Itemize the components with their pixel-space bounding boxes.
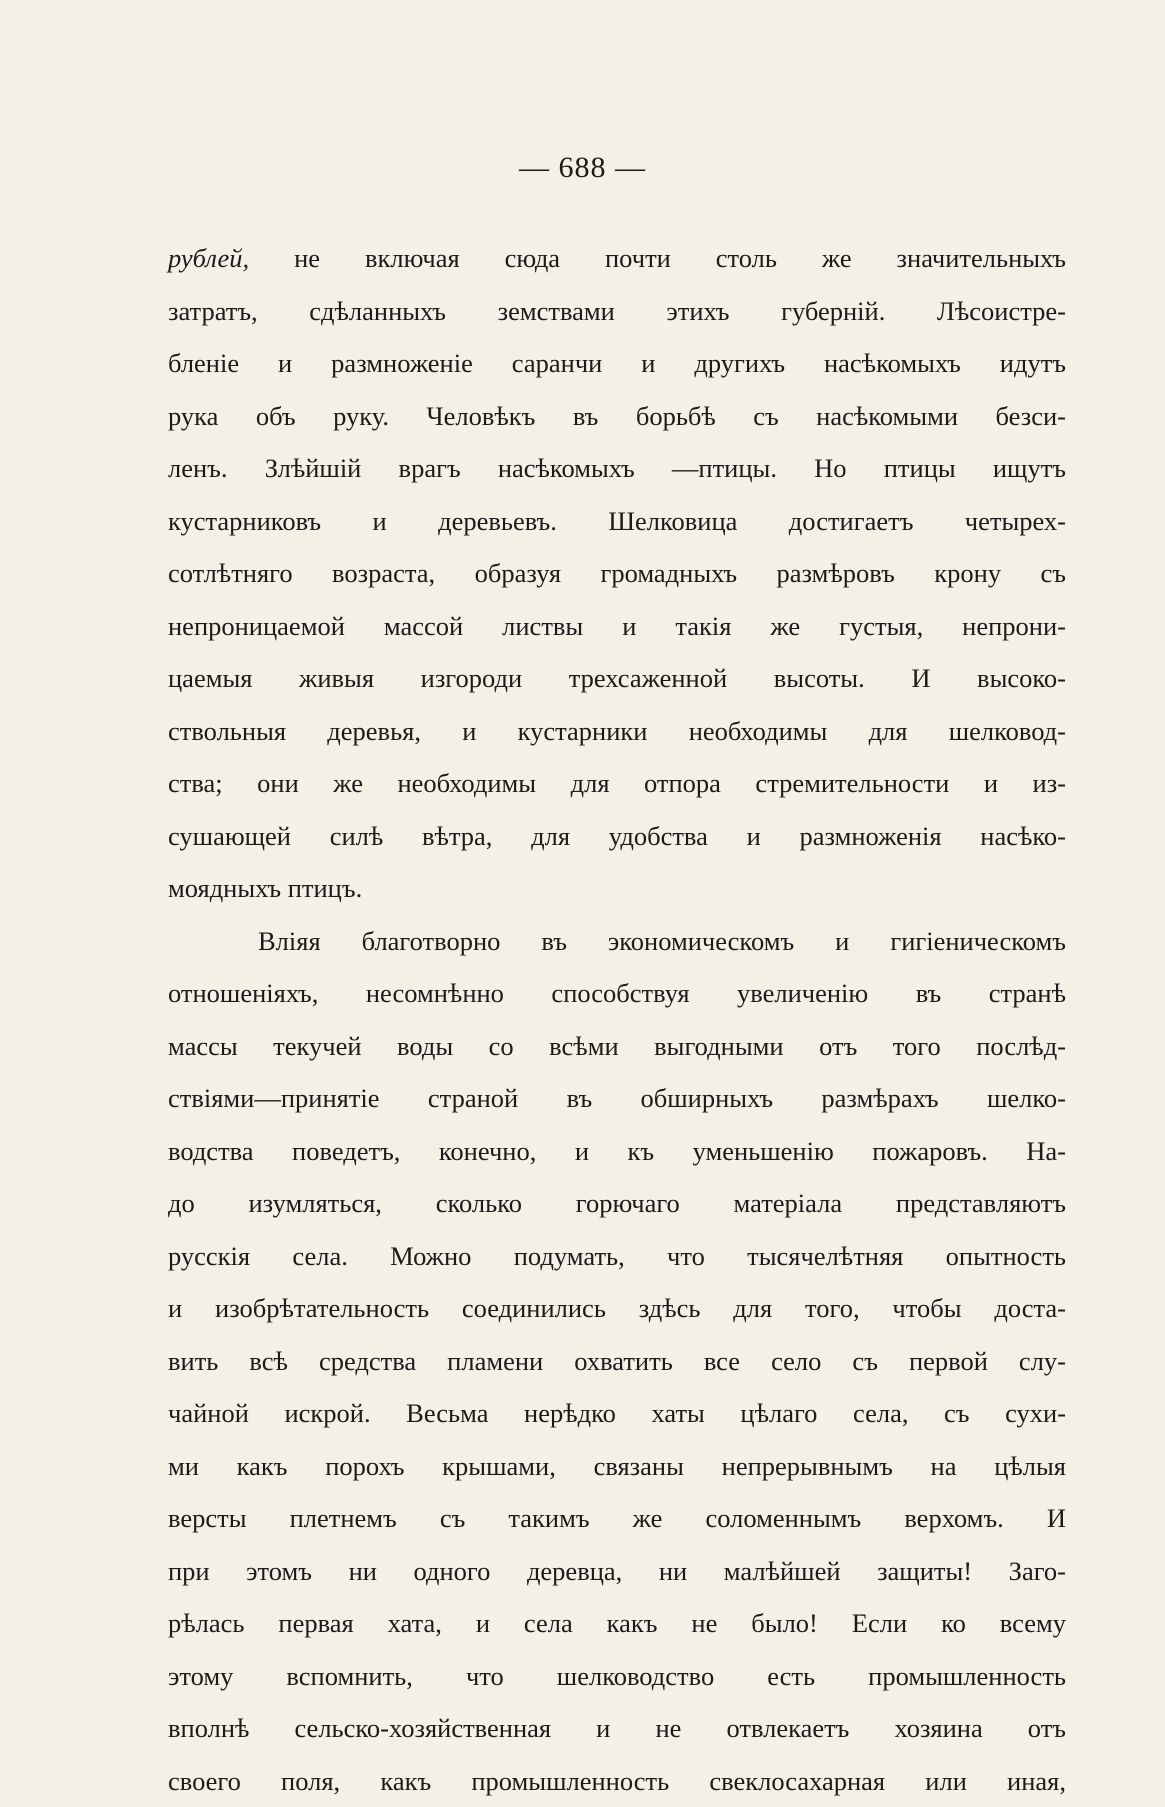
line-text: вполнѣ сельско-хозяйственная и не отвлекаетъ хозяина отъ [168, 1713, 1066, 1743]
line-text: не включая сюда почти столь же значительныхъ [294, 243, 1066, 273]
text-line [168, 967, 1066, 1020]
line-text: русскія села. Можно подумать, что тысячелѣтняя опытность [168, 1241, 1066, 1271]
line-text: моядныхъ птицъ. [168, 873, 362, 903]
text-line [168, 337, 1066, 390]
line-text: кустарниковъ и деревьевъ. Шелковица достигаетъ четырех- [168, 506, 1066, 536]
text-line [168, 390, 1066, 443]
line-text: версты плетнемъ съ такимъ же соломеннымъ верхомъ. И [168, 1503, 1066, 1533]
line-text: бленіе и размноженіе саранчи и другихъ насѣкомыхъ идутъ [168, 348, 1066, 378]
text-line [168, 442, 1066, 495]
text-line [168, 232, 1066, 285]
line-text: ствіями—принятіе страной въ обширныхъ размѣрахъ шелко- [168, 1083, 1066, 1113]
text-line [168, 1282, 1066, 1335]
line-text: рѣлась первая хата, и села какъ не было! Если ко всему [168, 1608, 1066, 1638]
line-text: цаемыя живыя изгороди трехсаженной высоты. И высоко- [168, 663, 1066, 693]
line-text: и изобрѣтательность соединились здѣсь для того, чтобы доста- [168, 1293, 1066, 1323]
line-text: чайной искрой. Весьма нерѣдко хаты цѣлаго села, съ сухи- [168, 1398, 1066, 1428]
text-line [168, 1020, 1066, 1073]
text-line [168, 757, 1066, 810]
text-line [168, 915, 1066, 968]
line-text: вить всѣ средства пламени охватить все село съ первой слу- [168, 1346, 1066, 1376]
text-line [168, 1440, 1066, 1493]
line-text: сотлѣтняго возраста, образуя громадныхъ размѣровъ крону съ [168, 558, 1066, 588]
line-text: затратъ, сдѣланныхъ земствами этихъ губерній. Лѣсоистре- [168, 296, 1066, 326]
text-line [168, 1125, 1066, 1178]
line-text: ства; они же необходимы для отпора стремительности и из- [168, 768, 1066, 798]
line-text: отношеніяхъ, несомнѣнно способствуя увеличенію въ странѣ [168, 978, 1066, 1008]
text-line [168, 495, 1066, 548]
text-line [168, 547, 1066, 600]
page-number: — 688 — [0, 148, 1165, 188]
line-text: до изумляться, сколько горючаго матеріала представляютъ [168, 1188, 1066, 1218]
text-line [168, 1650, 1066, 1703]
line-text: ствольныя деревья, и кустарники необходимы для шелковод- [168, 716, 1066, 746]
text-line [168, 1230, 1066, 1283]
line-text: Вліяя благотворно въ экономическомъ и гигіеническомъ [258, 926, 1066, 956]
text-line [168, 1702, 1066, 1755]
text-line [168, 1177, 1066, 1230]
text-line [168, 810, 1066, 863]
line-text: рука объ руку. Человѣкъ въ борьбѣ съ насѣкомыми безси- [168, 401, 1066, 431]
text-line [168, 600, 1066, 653]
body-text [168, 232, 1066, 1807]
text-line [168, 652, 1066, 705]
text-line [168, 1597, 1066, 1650]
line-text: ми какъ порохъ крышами, связаны непрерывнымъ на цѣлыя [168, 1451, 1066, 1481]
line-text: при этомъ ни одного деревца, ни малѣйшей защиты! Заго- [168, 1556, 1066, 1586]
line-text: водства поведетъ, конечно, и къ уменьшенію пожаровъ. На- [168, 1136, 1066, 1166]
text-line [168, 1072, 1066, 1125]
italic-word: рублей, [168, 243, 249, 273]
line-text: ленъ. Злѣйшій врагъ насѣкомыхъ —птицы. Но птицы ищутъ [168, 453, 1066, 483]
text-line [168, 1492, 1066, 1545]
line-text: непроницаемой массой листвы и такія же густыя, непрони- [168, 611, 1066, 641]
text-line [168, 1335, 1066, 1388]
line-text: своего поля, какъ промышленность свеклосахарная или иная, [168, 1766, 1066, 1796]
text-line [168, 1755, 1066, 1807]
text-line [168, 705, 1066, 758]
text-line [168, 1387, 1066, 1440]
line-text: сушающей силѣ вѣтра, для удобства и размноженія насѣко- [168, 821, 1066, 851]
text-line [168, 862, 1066, 915]
line-text: массы текучей воды со всѣми выгодными отъ того послѣд- [168, 1031, 1066, 1061]
text-line [168, 285, 1066, 338]
text-line [168, 1545, 1066, 1598]
line-text: этому вспомнить, что шелководство есть промышленность [168, 1661, 1066, 1691]
